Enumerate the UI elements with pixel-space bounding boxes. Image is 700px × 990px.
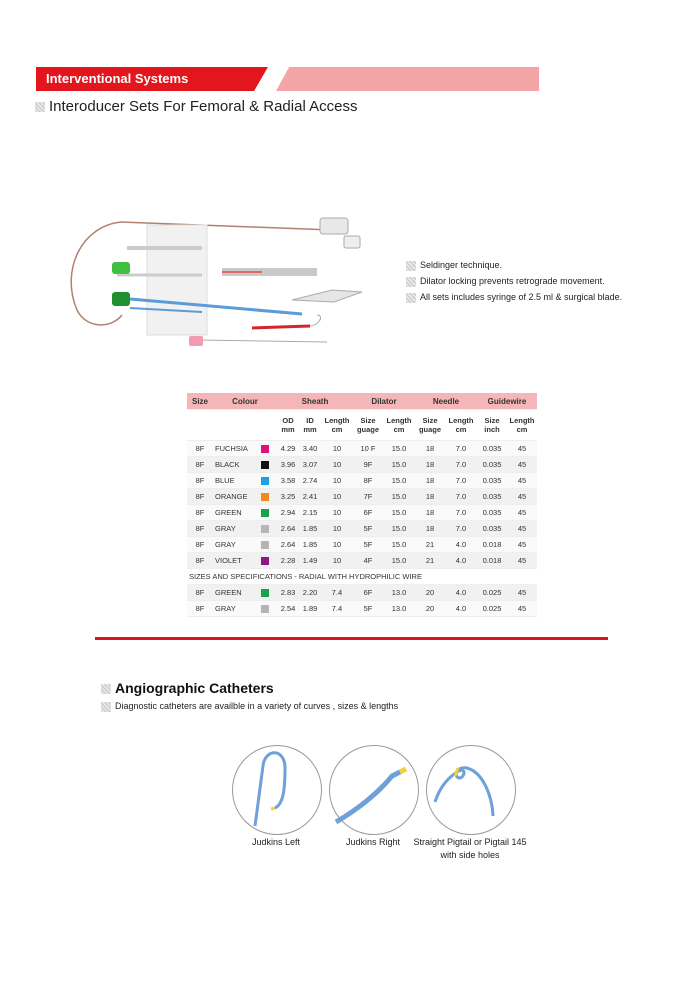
- colour-swatch: [261, 557, 269, 565]
- feature-item: Seldinger technique.: [406, 257, 622, 273]
- cell-dlen: 15.0: [383, 473, 415, 489]
- cell-slen: 7.4: [321, 585, 353, 601]
- col-colour-header: Colour: [213, 393, 277, 410]
- cell-nsize: 18: [415, 521, 445, 537]
- cell-slen: 10: [321, 441, 353, 457]
- cell-gsize: 0.018: [477, 537, 507, 553]
- cell-nlen: 4.0: [445, 601, 477, 617]
- cell-size: 8F: [187, 441, 213, 457]
- cell-dsize: 6F: [353, 585, 383, 601]
- cell-size: 8F: [187, 457, 213, 473]
- table-row: [187, 553, 537, 569]
- spec-table: [187, 393, 537, 617]
- cell-glen: 45: [507, 441, 537, 457]
- banner-pink-block: [276, 67, 539, 91]
- cell-colour: ORANGE: [213, 489, 277, 505]
- cell-colour: GREEN: [213, 505, 277, 521]
- product-title-text: Interoducer Sets For Femoral & Radial Access: [49, 98, 358, 115]
- cell-slen: 7.4: [321, 601, 353, 617]
- table-row: [187, 473, 537, 489]
- cell-nsize: 18: [415, 505, 445, 521]
- cell-gsize: 0.035: [477, 489, 507, 505]
- caption-judkins-right: Judkins Right: [345, 837, 401, 847]
- cell-od: 3.96: [277, 457, 299, 473]
- product-title: [35, 98, 357, 115]
- banner-title: Interventional Systems: [46, 71, 189, 86]
- caption-pigtail: Straight Pigtail or Pigtail 145 with side holes: [413, 837, 527, 860]
- cell-dsize: 5F: [353, 601, 383, 617]
- cell-nlen: 4.0: [445, 553, 477, 569]
- cell-od: 2.54: [277, 601, 299, 617]
- table-row: [187, 441, 537, 457]
- cell-nlen: 7.0: [445, 489, 477, 505]
- cell-dlen: 15.0: [383, 521, 415, 537]
- features-list: [406, 257, 622, 305]
- sub-header-cell: Length cm: [507, 410, 537, 441]
- cell-od: 2.94: [277, 505, 299, 521]
- cell-od: 2.64: [277, 537, 299, 553]
- sub-header-cell: Size guage: [415, 410, 445, 441]
- sub-header-cell: OD mm: [277, 410, 299, 441]
- cell-id: 2.74: [299, 473, 321, 489]
- cell-size: 8F: [187, 505, 213, 521]
- cell-glen: 45: [507, 457, 537, 473]
- bullet-square-icon: [406, 277, 416, 287]
- cell-slen: 10: [321, 457, 353, 473]
- cell-gsize: 0.025: [477, 601, 507, 617]
- colour-swatch: [261, 605, 269, 613]
- judkins-right-curve: [330, 746, 418, 834]
- cell-nsize: 18: [415, 473, 445, 489]
- cell-glen: 45: [507, 553, 537, 569]
- table-row: [187, 521, 537, 537]
- cell-nsize: 18: [415, 489, 445, 505]
- catheters-title: Angiographic Catheters: [101, 680, 274, 696]
- cell-nlen: 7.0: [445, 473, 477, 489]
- feature-item: All sets includes syringe of 2.5 ml & surgical blade.: [406, 289, 622, 305]
- colour-swatch: [261, 541, 269, 549]
- sub-header-cell: Length cm: [383, 410, 415, 441]
- cell-dsize: 6F: [353, 505, 383, 521]
- colour-swatch: [261, 589, 269, 597]
- cell-dsize: 5F: [353, 521, 383, 537]
- cell-glen: 45: [507, 585, 537, 601]
- table-sub-header: [187, 410, 537, 441]
- cell-id: 1.89: [299, 601, 321, 617]
- cell-size: 8F: [187, 489, 213, 505]
- cell-glen: 45: [507, 601, 537, 617]
- cell-nlen: 7.0: [445, 441, 477, 457]
- cell-id: 3.40: [299, 441, 321, 457]
- cell-gsize: 0.025: [477, 585, 507, 601]
- cell-colour: GRAY: [213, 537, 277, 553]
- cell-glen: 45: [507, 537, 537, 553]
- section-banner: [36, 67, 539, 91]
- colour-swatch: [261, 461, 269, 469]
- cell-size: 8F: [187, 553, 213, 569]
- cell-dsize: 9F: [353, 457, 383, 473]
- catheters-subtitle: Diagnostic catheters are availble in a variety of curves , sizes & lengths: [101, 701, 398, 712]
- cell-nlen: 7.0: [445, 457, 477, 473]
- cell-nlen: 4.0: [445, 537, 477, 553]
- cell-dlen: 13.0: [383, 601, 415, 617]
- bullet-square-icon: [406, 261, 416, 271]
- colour-swatch: [261, 477, 269, 485]
- table-row: [187, 489, 537, 505]
- pigtail-curve: [427, 746, 515, 834]
- pigtail-image: [426, 745, 516, 835]
- cell-dlen: 15.0: [383, 537, 415, 553]
- sub-header-cell: Length cm: [321, 410, 353, 441]
- col-size-header: Size: [187, 393, 213, 410]
- cell-glen: 45: [507, 473, 537, 489]
- cell-id: 2.20: [299, 585, 321, 601]
- sub-header-cell: Size guage: [353, 410, 383, 441]
- cell-size: 8F: [187, 537, 213, 553]
- colour-swatch: [261, 493, 269, 501]
- bullet-square-icon: [101, 684, 111, 694]
- cell-slen: 10: [321, 505, 353, 521]
- cell-colour: GREEN: [213, 585, 277, 601]
- cell-slen: 10: [321, 489, 353, 505]
- cell-nsize: 20: [415, 601, 445, 617]
- table-row: [187, 601, 537, 617]
- section-divider: [95, 637, 608, 640]
- sub-header-cell: Length cm: [445, 410, 477, 441]
- col-dilator-header: Dilator: [353, 393, 415, 410]
- cell-od: 2.28: [277, 553, 299, 569]
- introducer-set-image: [62, 200, 392, 365]
- cell-nsize: 21: [415, 537, 445, 553]
- cell-gsize: 0.035: [477, 473, 507, 489]
- cell-slen: 10: [321, 521, 353, 537]
- cell-nsize: 18: [415, 441, 445, 457]
- cell-od: 2.64: [277, 521, 299, 537]
- cell-dlen: 15.0: [383, 441, 415, 457]
- cell-dsize: 5F: [353, 537, 383, 553]
- cell-size: 8F: [187, 521, 213, 537]
- table-section-label: SIZES AND SPECIFICATIONS - RADIAL WITH HYDROPHILIC WIRE: [187, 569, 537, 585]
- cell-gsize: 0.018: [477, 553, 507, 569]
- cell-slen: 10: [321, 553, 353, 569]
- judkins-left-image: [232, 745, 322, 835]
- colour-swatch: [261, 445, 269, 453]
- cell-dlen: 15.0: [383, 553, 415, 569]
- cell-nsize: 20: [415, 585, 445, 601]
- cell-od: 4.29: [277, 441, 299, 457]
- cell-gsize: 0.035: [477, 441, 507, 457]
- cell-colour: GRAY: [213, 521, 277, 537]
- cell-glen: 45: [507, 521, 537, 537]
- cell-dsize: 10 F: [353, 441, 383, 457]
- cell-gsize: 0.035: [477, 521, 507, 537]
- table-row: [187, 505, 537, 521]
- table-group-header: [187, 393, 537, 410]
- cell-id: 1.85: [299, 537, 321, 553]
- cell-dlen: 13.0: [383, 585, 415, 601]
- table-row: [187, 457, 537, 473]
- cell-dsize: 4F: [353, 553, 383, 569]
- feature-item: Dilator locking prevents retrograde movement.: [406, 273, 622, 289]
- cell-nlen: 4.0: [445, 585, 477, 601]
- cell-size: 8F: [187, 473, 213, 489]
- cell-size: 8F: [187, 585, 213, 601]
- cell-colour: BLACK: [213, 457, 277, 473]
- sub-header-cell: ID mm: [299, 410, 321, 441]
- sub-header-cell: Size inch: [477, 410, 507, 441]
- cell-od: 3.25: [277, 489, 299, 505]
- cell-id: 1.85: [299, 521, 321, 537]
- cell-glen: 45: [507, 489, 537, 505]
- cell-id: 2.15: [299, 505, 321, 521]
- cell-nlen: 7.0: [445, 521, 477, 537]
- table-row: [187, 585, 537, 601]
- cell-dlen: 15.0: [383, 457, 415, 473]
- colour-swatch: [261, 509, 269, 517]
- cell-dsize: 8F: [353, 473, 383, 489]
- cell-od: 2.83: [277, 585, 299, 601]
- caption-judkins-left: Judkins Left: [251, 837, 301, 847]
- cell-id: 2.41: [299, 489, 321, 505]
- cell-slen: 10: [321, 537, 353, 553]
- cell-nsize: 21: [415, 553, 445, 569]
- cell-glen: 45: [507, 505, 537, 521]
- bullet-square-icon: [406, 293, 416, 303]
- cell-gsize: 0.035: [477, 457, 507, 473]
- bullet-square-icon: [101, 702, 111, 712]
- cell-gsize: 0.035: [477, 505, 507, 521]
- bullet-square-icon: [35, 102, 45, 112]
- cell-nsize: 18: [415, 457, 445, 473]
- cell-size: 8F: [187, 601, 213, 617]
- judkins-left-curve: [233, 746, 321, 834]
- cell-slen: 10: [321, 473, 353, 489]
- cell-dlen: 15.0: [383, 505, 415, 521]
- table-row: [187, 537, 537, 553]
- col-sheath-header: Sheath: [277, 393, 353, 410]
- cell-nlen: 7.0: [445, 505, 477, 521]
- cell-colour: VIOLET: [213, 553, 277, 569]
- cell-colour: FUCHSIA: [213, 441, 277, 457]
- judkins-right-image: [329, 745, 419, 835]
- cell-id: 3.07: [299, 457, 321, 473]
- cell-dsize: 7F: [353, 489, 383, 505]
- colour-swatch: [261, 525, 269, 533]
- cell-od: 3.58: [277, 473, 299, 489]
- cell-dlen: 15.0: [383, 489, 415, 505]
- cell-id: 1.49: [299, 553, 321, 569]
- col-needle-header: Needle: [415, 393, 477, 410]
- cell-colour: GRAY: [213, 601, 277, 617]
- cell-colour: BLUE: [213, 473, 277, 489]
- col-guidewire-header: Guidewire: [477, 393, 537, 410]
